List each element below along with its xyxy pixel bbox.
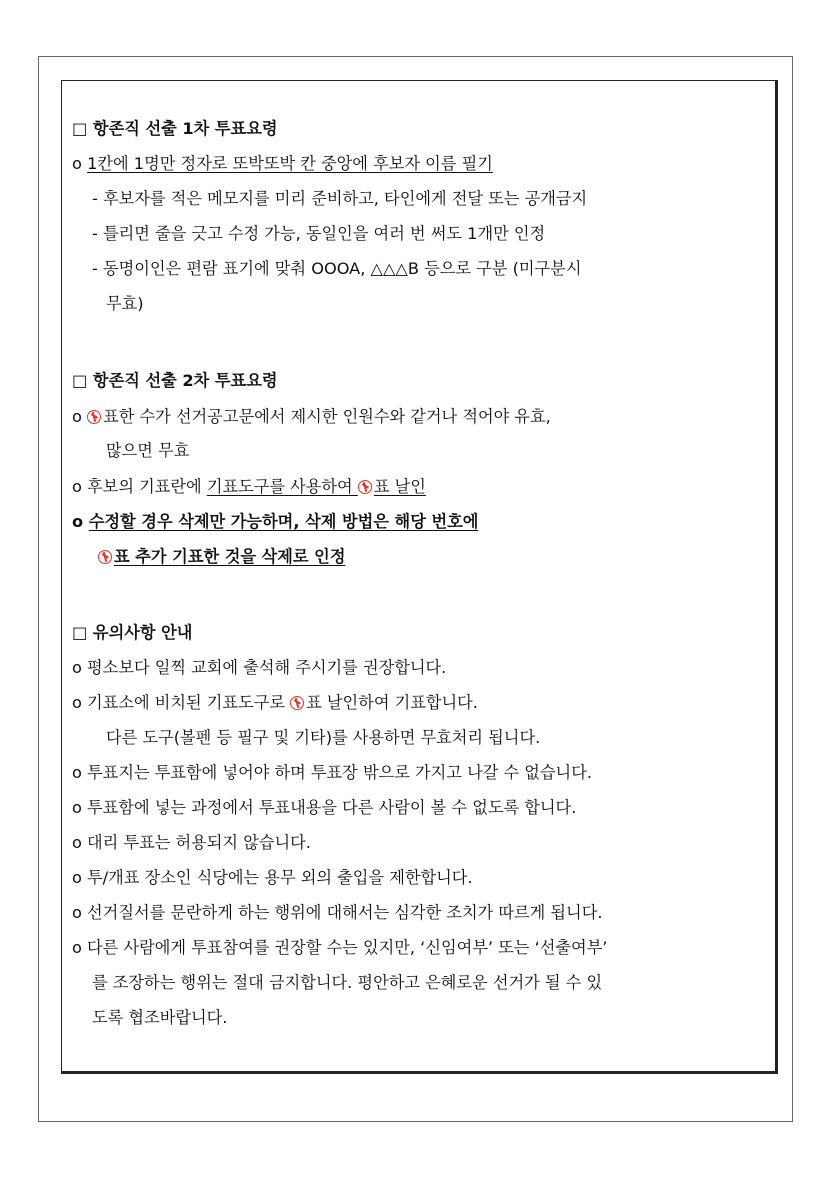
section-1-sub-2: - 틀리면 줄을 긋고 수정 가능, 동일인을 여러 번 써도 1개만 인정: [92, 224, 546, 243]
notice-8-cont-1: 를 조장하는 행위는 절대 금지합니다. 평안하고 은혜로운 선거가 될 수 있: [92, 973, 603, 992]
section-2-line-2: [72, 476, 426, 498]
section-2-line-1-cont: 많으면 무효: [106, 441, 190, 460]
line-text: 표 날인하여 기표합니다.: [306, 693, 478, 712]
notice-4: o 투표함에 넣는 과정에서 투표내용을 다른 사람이 볼 수 없도록 합니다.: [72, 798, 577, 817]
notice-2: [72, 692, 478, 714]
underlined-text: 1칸에 1명만 정자로 또박또박 칸 중앙에 후보자 이름 필기: [87, 154, 493, 173]
line-text: 표 추가 기표한 것을 삭제로 인정: [114, 547, 346, 566]
notice-3: o 투표지는 투표함에 넣어야 하며 투표장 밖으로 가지고 나갈 수 없습니다.: [72, 763, 592, 782]
ballot-stamp-icon: [98, 550, 112, 564]
line-text: o 기표소에 비치된 기표도구로: [72, 693, 291, 712]
underlined-bold-text: [98, 547, 345, 566]
section-1-heading: □ 항존직 선출 1차 투표요령: [72, 119, 278, 138]
notice-1: o 평소보다 일찍 교회에 출석해 주시기를 권장합니다.: [72, 658, 447, 677]
notice-7: o 선거질서를 문란하게 하는 행위에 대해서는 심각한 조치가 따르게 됩니다.: [72, 903, 603, 922]
line-text: 표한 수가 선거공고문에서 제시한 인원수와 같거나 적어야 유효,: [103, 407, 551, 426]
notice-8: o 다른 사람에게 투표참여를 권장할 수는 있지만, ‘신임여부’ 또는 ‘선출여부’: [72, 938, 608, 957]
section-2-heading: □ 항존직 선출 2차 투표요령: [72, 371, 278, 390]
underlined-part-2: 표 날인: [373, 477, 426, 496]
section-2-line-1: [72, 406, 551, 428]
section-3-heading: □ 유의사항 안내: [72, 623, 193, 642]
section-1-sub-1: - 후보자를 적은 메모지를 미리 준비하고, 타인에게 전달 또는 공개금지: [92, 189, 588, 208]
section-1-line-1: [72, 153, 493, 175]
bullet: o: [72, 154, 88, 173]
notice-2-cont: 다른 도구(볼펜 등 필구 및 기타)를 사용하면 무효처리 됩니다.: [106, 728, 541, 747]
underlined-part-1: 기표도구를 사용하여: [206, 477, 358, 496]
notice-8-cont-2: 도록 협조바랍니다.: [92, 1008, 228, 1027]
section-2-line-3-cont: [98, 546, 345, 568]
line-text: o 후보의 기표란에: [72, 477, 207, 496]
section-2-line-3: [72, 511, 478, 533]
notice-6: o 투/개표 장소인 식당에는 용무 외의 출입을 제한합니다.: [72, 868, 473, 887]
section-1-sub-3-cont: 무효): [106, 294, 144, 313]
ballot-stamp-icon: [358, 480, 372, 494]
underlined-bold-text: 수정할 경우 삭제만 가능하며, 삭제 방법은 해당 번호에: [88, 512, 479, 531]
underlined-text: [207, 477, 426, 496]
ballot-stamp-icon: [87, 410, 101, 424]
notice-5: o 대리 투표는 허용되지 않습니다.: [72, 833, 311, 852]
bullet: o: [72, 407, 88, 426]
section-1-sub-3: - 동명이인은 편람 표기에 맞춰 OOOA, △△△B 등으로 구분 (미구분시: [92, 259, 582, 278]
ballot-stamp-icon: [290, 696, 304, 710]
bullet: o: [72, 512, 89, 531]
